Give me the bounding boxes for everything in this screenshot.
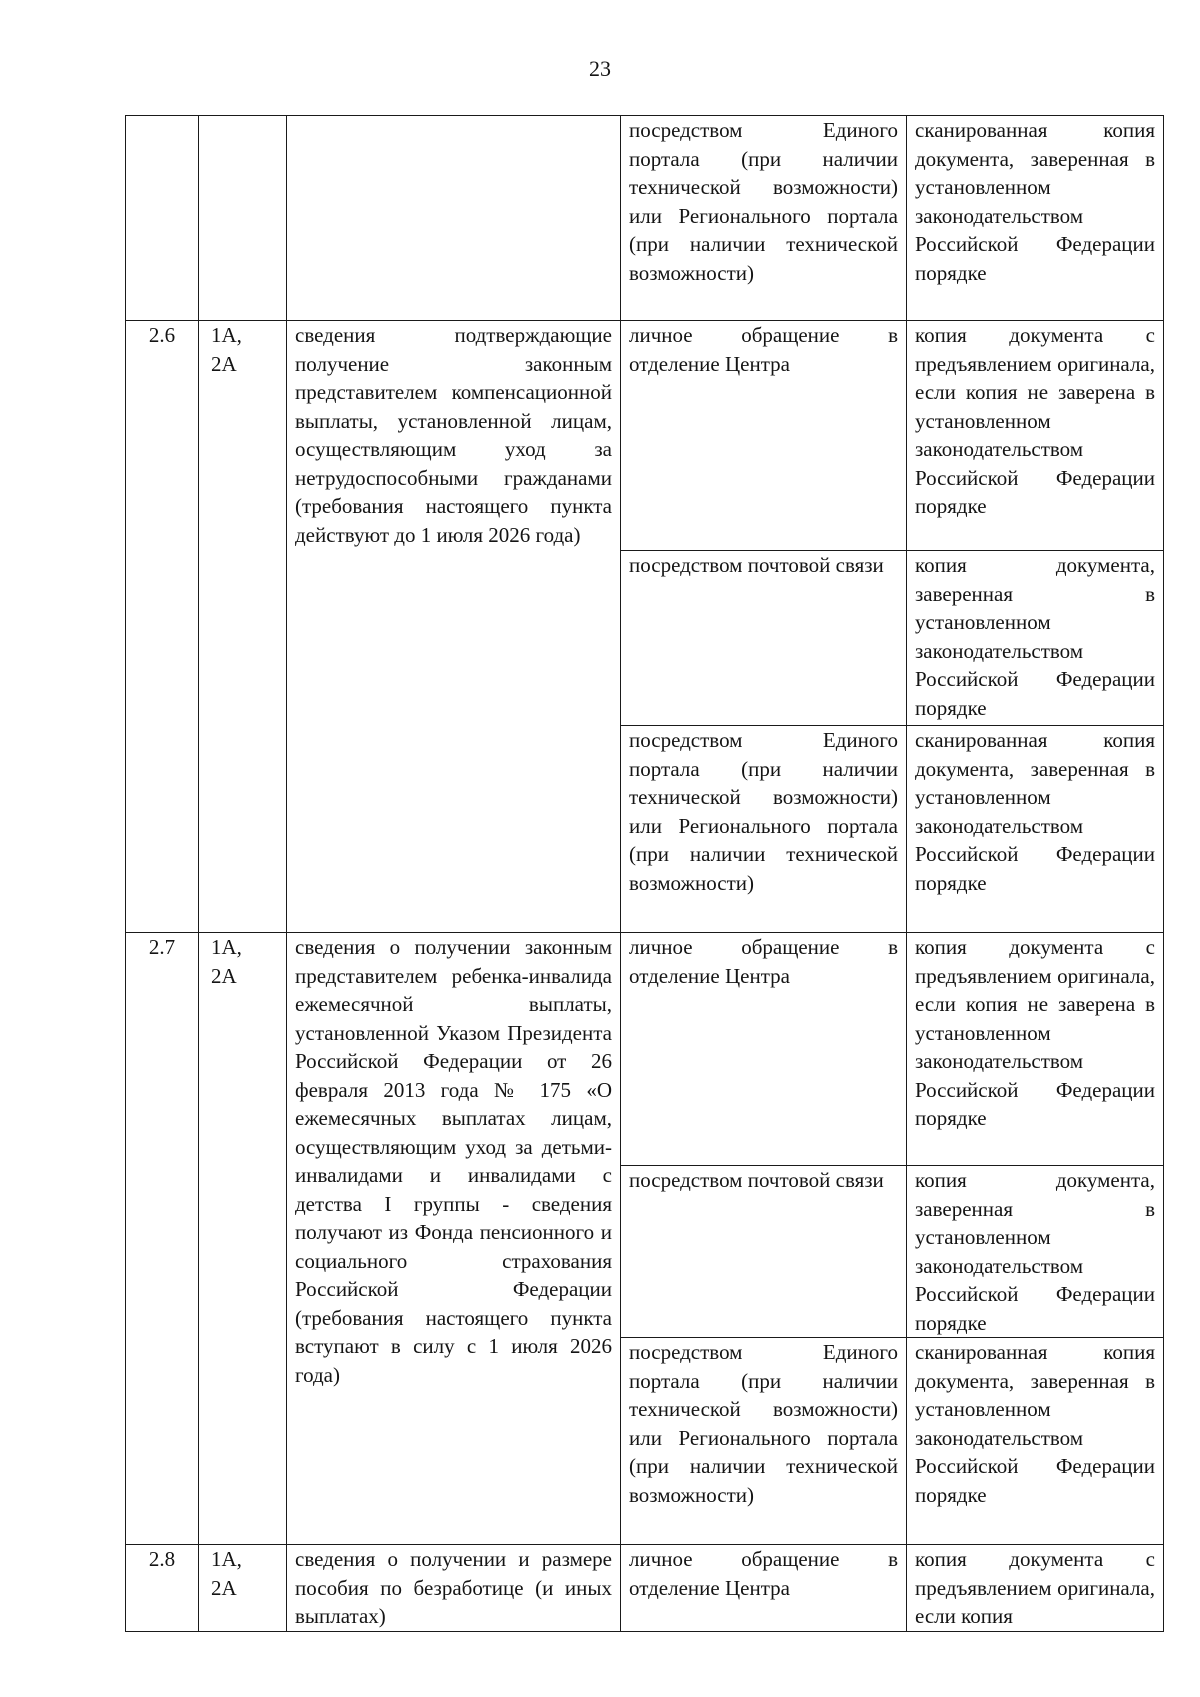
document-cell: сканированная копия документа, заверенная в установленном законодательством Российской Федерации порядке xyxy=(907,116,1164,321)
document-text: копия документа с предъявлением оригинала, если копия не заверена в установленном законодательством Российской Федерации порядке xyxy=(907,321,1164,551)
group-code-1: 1А, xyxy=(211,1547,242,1571)
group-code-2: 2А xyxy=(211,963,237,988)
document-text: копия документа с предъявлением оригинала, если копия не заверена в установленном законодательством Российской Федерации порядке xyxy=(907,933,1164,1166)
page-number: 23 xyxy=(589,56,611,81)
row-number: 2.7 xyxy=(126,933,199,1545)
group-code-1: 1А, xyxy=(211,323,242,347)
method-text: посредством Единого портала (при наличии технической возможности) или Регионального портала (при наличии технической возможности) xyxy=(621,726,907,933)
document-text: сканированная копия документа, заверенная в установленном законодательством Российской Федерации порядке xyxy=(907,1338,1164,1545)
document-text: копия документа с предъявлением оригинала, если копия xyxy=(907,1545,1164,1632)
method-text: личное обращение в отделение Центра xyxy=(621,933,907,1166)
method-text: личное обращение в отделение Центра xyxy=(621,1545,907,1632)
info-text: сведения подтверждающие получение законным представителем компенсационной выплаты, установленной лицам, осуществляющим уход за нетрудоспособными гражданами (требования настоящего пункта действуют до 1 июля 2026 года) xyxy=(287,321,621,933)
table-row-2-6 xyxy=(126,321,1164,551)
group-code-1: 1А, xyxy=(211,935,242,959)
info-cell xyxy=(287,116,621,321)
group-codes xyxy=(199,1545,287,1632)
group-code-2: 2А xyxy=(211,351,237,376)
method-text: личное обращение в отделение Центра xyxy=(621,321,907,551)
group-codes xyxy=(199,933,287,1545)
info-text: сведения о получении и размере пособия по безработице (и иных выплатах) xyxy=(287,1545,621,1632)
row-number: 2.6 xyxy=(126,321,199,933)
table-row-2-8 xyxy=(126,1545,1164,1632)
table-row-2-7 xyxy=(126,933,1164,1166)
document-text: сканированная копия документа, заверенная в установленном законодательством Российской Федерации порядке xyxy=(907,726,1164,933)
document-table xyxy=(125,115,1164,1632)
group-codes xyxy=(199,321,287,933)
row-number: 2.8 xyxy=(126,1545,199,1632)
info-text: сведения о получении законным представителем ребенка-инвалида ежемесячной выплаты, установленной Указом Президента Российской Федерации от 26 февраля 2013 года № 175 «О ежемесячных выплатах лицам, осуществляющим уход за детьми-инвалидами и инвалидами с детства I группы - сведения получают из Фонда пенсионного и социального страхования Российской Федерации (требования настоящего пункта вступают в силу с 1 июля 2026 года) xyxy=(287,933,621,1545)
row-number-cell xyxy=(126,116,199,321)
method-text: посредством почтовой связи xyxy=(621,1166,907,1338)
method-text: посредством Единого портала (при наличии технической возможности) или Регионального портала (при наличии технической возможности) xyxy=(621,1338,907,1545)
method-text: посредством почтовой связи xyxy=(621,551,907,726)
table-row-continuation xyxy=(126,116,1164,321)
document-text: копия документа, заверенная в установленном законодательством Российской Федерации порядке xyxy=(907,1166,1164,1338)
group-code-2: 2А xyxy=(211,1575,237,1600)
group-cell xyxy=(199,116,287,321)
document-text: копия документа, заверенная в установленном законодательством Российской Федерации порядке xyxy=(907,551,1164,726)
method-cell: посредством Единого портала (при наличии технической возможности) или Регионального портала (при наличии технической возможности) xyxy=(621,116,907,321)
